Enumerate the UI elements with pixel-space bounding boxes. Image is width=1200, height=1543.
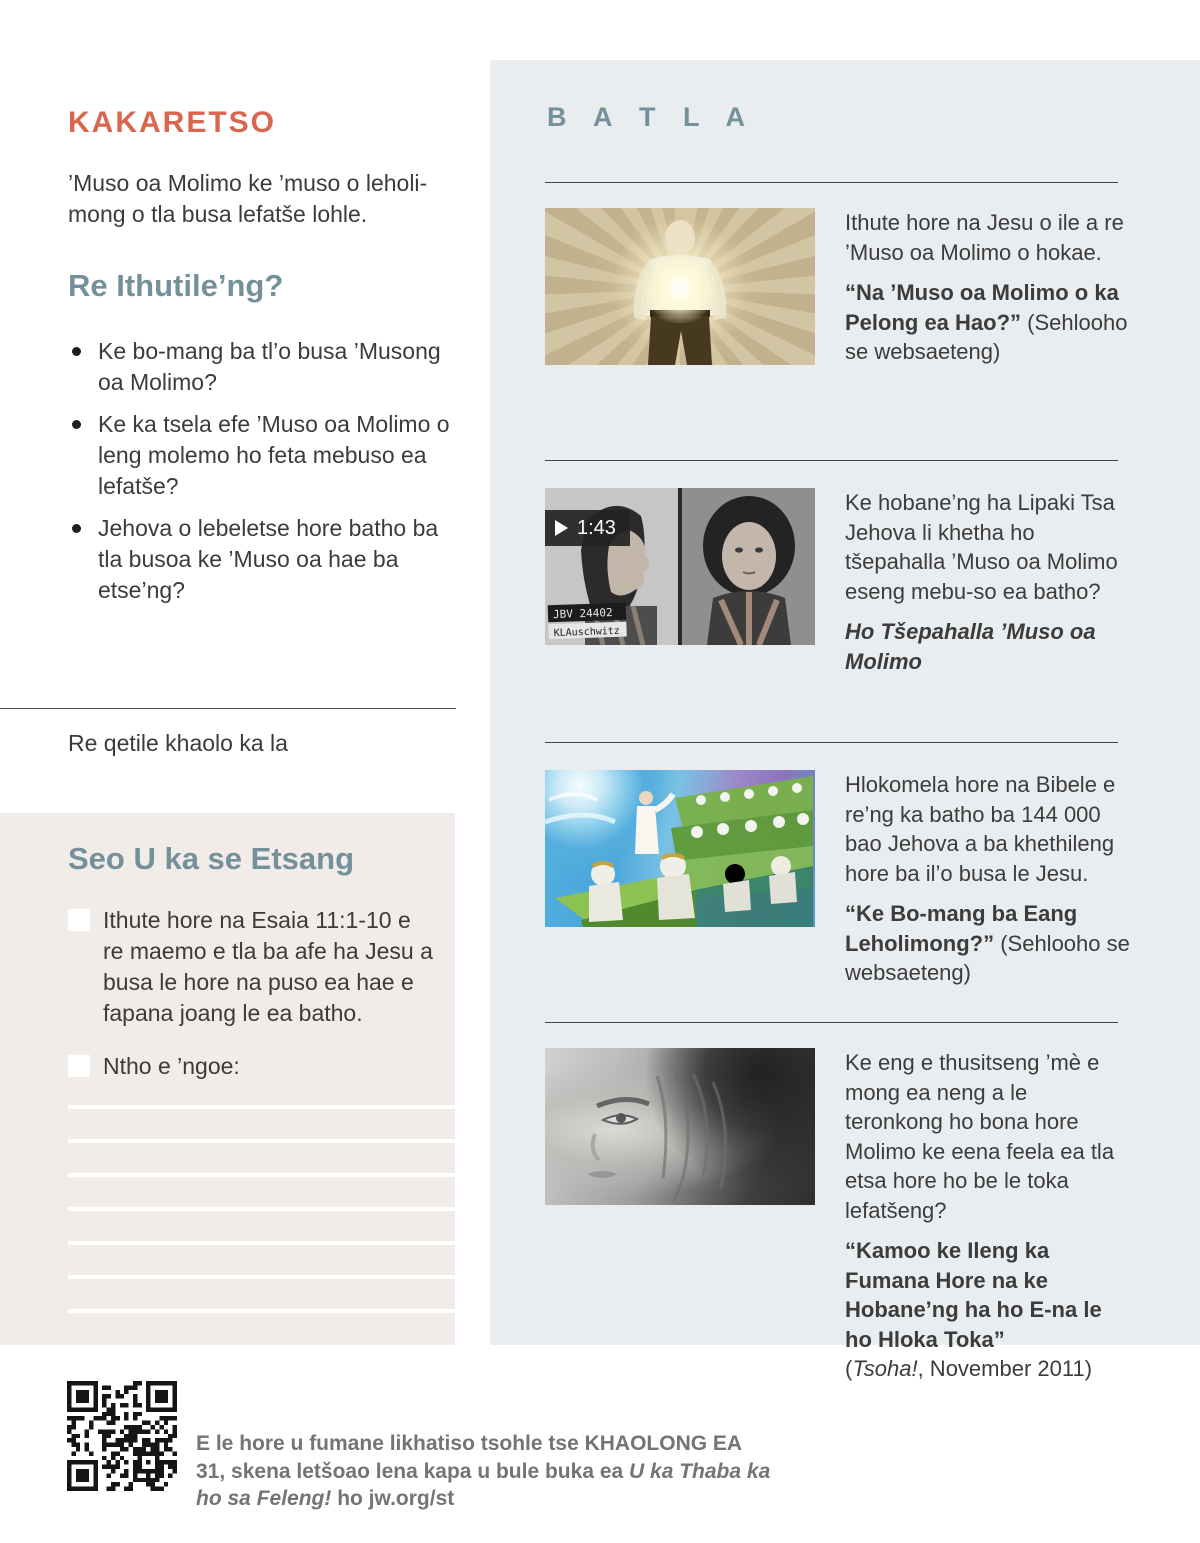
writing-line [68, 1173, 455, 1177]
writing-line [68, 1241, 455, 1245]
what-we-learned-title: Re Ithutile’ng? [68, 268, 284, 303]
batla-title: B A T L A [547, 102, 755, 132]
video-title: Ho Tšepahalla ’Muso oa Molimo [845, 619, 1096, 674]
article-title: “Na ’Muso oa Molimo o ka Pelong ea Hao?” [845, 280, 1119, 335]
video-duration: 1:43 [577, 516, 616, 539]
woman-portrait-image[interactable] [545, 1048, 815, 1205]
section-divider [0, 708, 456, 709]
find-item-description: Ke eng e thusitseng ’mè e mong ea neng a le teronkong ho bona hore Molimo ke eena feela ea tla etsa hore ho be le toka lefatšeng? [845, 1050, 1115, 1223]
article-source: (Sehlooho se websaeteng) [845, 930, 1130, 985]
overview-title: KAKARETSO [68, 106, 277, 139]
item-divider [545, 1022, 1118, 1023]
citation: (Tsoha!, November 2011) [845, 1356, 1093, 1381]
video-thumbnail[interactable] [545, 488, 815, 645]
prisoner-number-plate: JBV 24402 [552, 606, 613, 622]
checkbox[interactable] [68, 1055, 90, 1077]
batla-panel [490, 60, 1200, 1381]
chapter-finished-label: Re qetile khaolo ka la [68, 730, 288, 756]
find-item-reference [845, 278, 1130, 367]
review-question: Ke bo-mang ba tl’o busa ’Musong oa Molimo? [68, 336, 456, 398]
article-source: (Sehlooho se websaeteng) [845, 309, 1128, 364]
what-you-can-do-title: Seo U ka se Etsang [68, 841, 355, 876]
writing-line [68, 1309, 455, 1313]
find-item-reference [845, 899, 1130, 988]
glowing-heart-man-image[interactable] [545, 208, 815, 365]
todo-item [68, 905, 433, 1029]
article-title: “Ke Bo-mang ba Eang Leholimong?” [845, 901, 1078, 956]
writing-line [68, 1207, 455, 1211]
todo-item-label: Ntho e ’ngoe: [103, 1053, 240, 1079]
find-item-text [845, 488, 1130, 687]
todo-item-label: Ithute hore na Esaia 11:1-10 e re maemo e tla ba afe ha Jesu a busa le hore na puso ea hae e fapana joang le ea batho. [103, 907, 433, 1026]
find-item-text [845, 208, 1130, 378]
book-title: U ka Thaba ka ho sa Feleng! [196, 1459, 771, 1510]
footer-note [196, 1430, 771, 1513]
footer-text: E le hore u fumane likhatiso tsohle tse KHAOLONG EA 31, skena letšoao lena kapa u bule buka ea [196, 1432, 742, 1483]
camp-name-plate: KLAuschwitz [553, 625, 621, 640]
find-item [545, 1048, 1135, 1384]
item-divider [545, 182, 1118, 183]
heavenly-thrones-image[interactable] [545, 770, 815, 927]
writing-line [68, 1139, 455, 1143]
todo-item [68, 1051, 428, 1082]
footer-link-text: ho jw.org/st [331, 1487, 455, 1510]
find-item [545, 488, 1135, 687]
find-item-description: Ke hobane’ng ha Lipaki Tsa Jehova li khetha ho tšepahalla ’Muso oa Molimo eseng mebu-so ea batho? [845, 490, 1118, 604]
item-divider [545, 742, 1118, 743]
play-icon [555, 520, 568, 536]
what-you-can-do-panel [0, 813, 455, 1345]
find-item-reference [845, 1236, 1130, 1384]
find-item [545, 208, 1135, 378]
review-question-list [68, 336, 456, 617]
item-divider [545, 460, 1118, 461]
review-question: Ke ka tsela efe ’Muso oa Molimo o leng molemo ho feta mebuso ea lefatše? [68, 409, 456, 502]
writing-line [68, 1275, 455, 1279]
man-silhouette-graphic [545, 208, 815, 365]
thrones-graphic [545, 770, 815, 927]
woman-face-graphic [545, 1048, 815, 1205]
writing-line [68, 1105, 455, 1109]
overview-intro: ’Muso oa Molimo ke ’muso o leholi-mong o tla busa lefatše lohle. [68, 170, 428, 227]
article-title: “Kamoo ke Ileng ka Fumana Hore na ke Hobane’ng ha ho E-na le ho Hloka Toka” [845, 1238, 1102, 1352]
find-item-text [845, 770, 1130, 999]
checkbox[interactable] [68, 909, 90, 931]
qr-code [67, 1381, 177, 1491]
video-duration-badge [545, 510, 630, 546]
find-item-reference [845, 617, 1130, 676]
review-question: Jehova o lebeletse hore batho ba tla busoa ke ’Muso oa hae ba etse’ng? [68, 513, 456, 606]
find-item-text [845, 1048, 1130, 1384]
find-item-description: Ithute hore na Jesu o ile a re ’Muso oa Molimo o hokae. [845, 210, 1124, 265]
find-item [545, 770, 1135, 999]
magazine-name: Tsoha! [852, 1356, 918, 1381]
find-item-description: Hlokomela hore na Bibele e re’ng ka batho ba 144 000 bao Jehova a ba khethileng hore ba il’o busa le Jesu. [845, 772, 1116, 886]
